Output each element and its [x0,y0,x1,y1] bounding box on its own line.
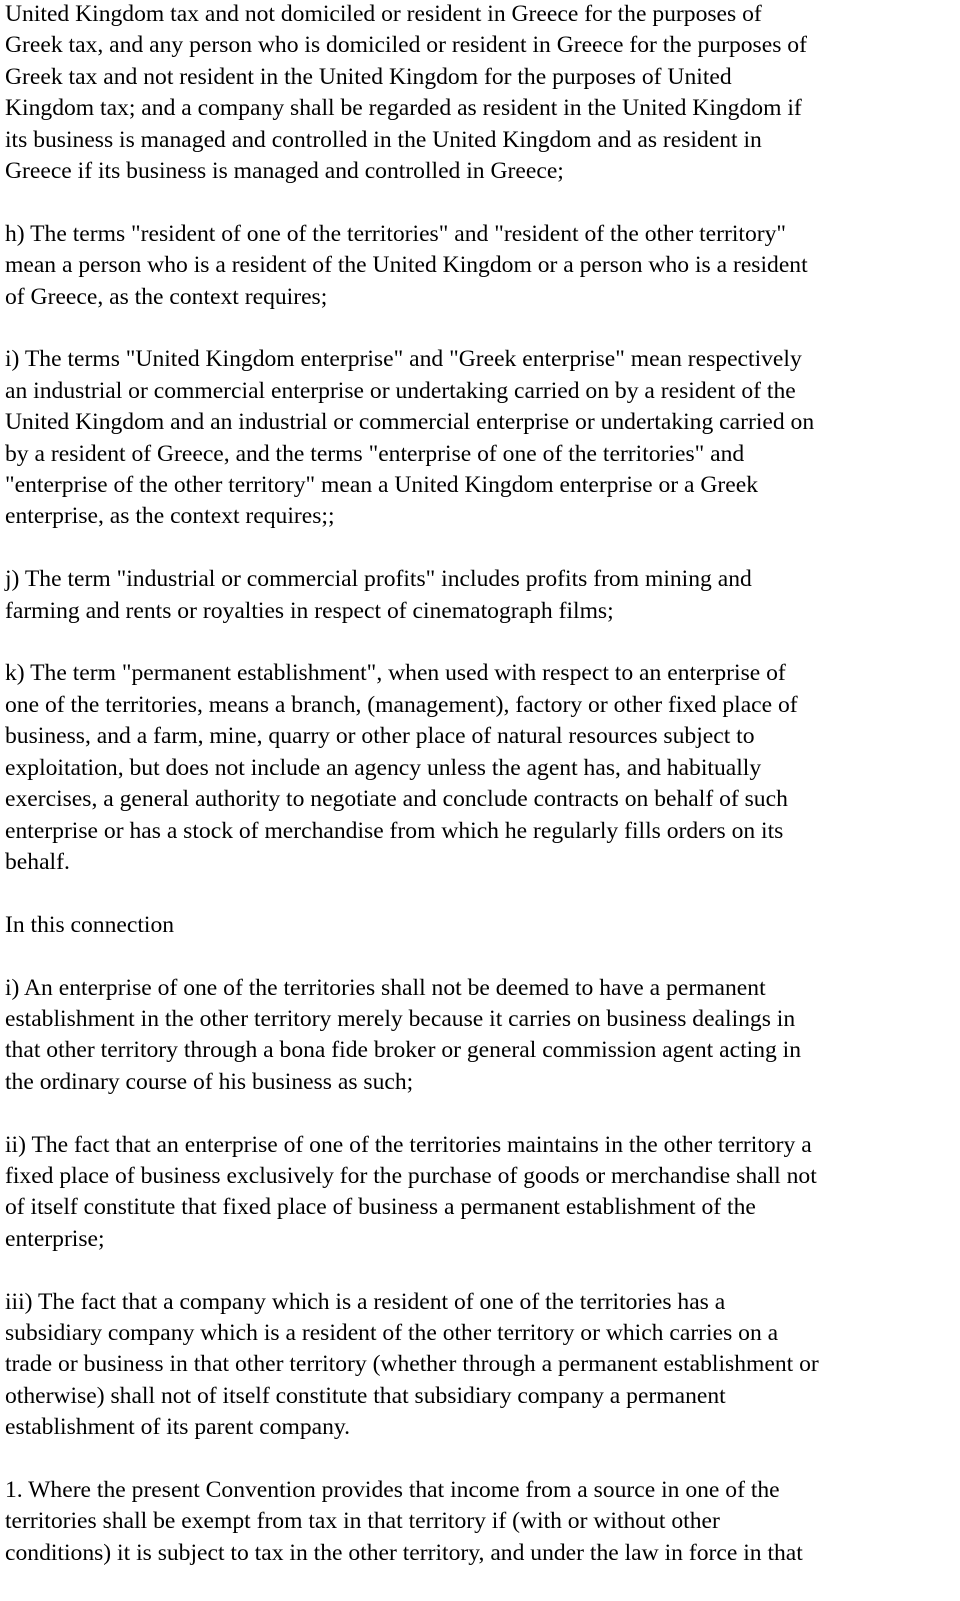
text-line: enterprise or has a stock of merchandise from which he regularly fills orders on its [5,817,784,844]
text-line: iii) The fact that a company which is a resident of one of the territories has a [5,1288,726,1315]
text-line: farming and rents or royalties in respect of cinematograph films; [5,597,614,624]
text-line: of itself constitute that fixed place of business a permanent establishment of the [5,1194,756,1221]
paragraph-connection [5,910,953,941]
text-line: k) The term "permanent establishment", when used with respect to an enterprise of [5,660,786,687]
text-line: United Kingdom tax and not domiciled or resident in Greece for the purposes of [5,1,762,27]
text-line: subsidiary company which is a resident of the other territory or which carries on a [5,1319,779,1346]
text-line: of Greece, as the context requires; [5,283,328,310]
paragraph-1 [5,1475,953,1569]
paragraph-roman-iii [5,1287,953,1444]
text-line: enterprise, as the context requires;; [5,503,335,530]
text-line: business, and a farm, mine, quarry or other place of natural resources subject to [5,723,755,750]
text-line: 1. Where the present Convention provides that income from a source in one of the [5,1476,780,1503]
text-line: one of the territories, means a branch, (management), factory or other fixed place of [5,691,798,718]
text-line: United Kingdom and an industrial or commercial enterprise or undertaking carried on [5,409,815,436]
paragraph-j [5,564,953,627]
text-line: fixed place of business exclusively for the purchase of goods or merchandise shall not [5,1162,817,1189]
text-line: conditions) it is subject to tax in the other territory, and under the law in force in that [5,1539,803,1566]
text-line: exercises, a general authority to negotiate and conclude contracts on behalf of such [5,786,788,813]
text-line: otherwise) shall not of itself constitute that subsidiary company a permanent [5,1382,726,1409]
text-line: i) The terms "United Kingdom enterprise" and "Greek enterprise" mean respectively [5,346,802,373]
text-line: trade or business in that other territory (whether through a permanent establishment or [5,1351,819,1378]
text-line: the ordinary course of his business as such; [5,1068,414,1095]
document-page [5,0,953,1601]
text-line: Greek tax, and any person who is domiciled or resident in Greece for the purposes of [5,32,807,59]
text-line: enterprise; [5,1225,105,1252]
text-line: establishment in the other territory merely because it carries on business dealings in [5,1005,796,1032]
text-line: ii) The fact that an enterprise of one of the territories maintains in the other territory a [5,1131,812,1158]
text-line: "enterprise of the other territory" mean a United Kingdom enterprise or a Greek [5,472,759,499]
text-line: an industrial or commercial enterprise or undertaking carried on by a resident of the [5,377,796,404]
text-line: territories shall be exempt from tax in that territory if (with or without other [5,1508,720,1535]
text-line: behalf. [5,848,70,875]
text-line: In this connection [5,911,175,938]
paragraph-i [5,344,953,532]
paragraph-h [5,219,953,313]
text-line: mean a person who is a resident of the United Kingdom or a person who is a resident [5,252,808,279]
text-line: its business is managed and controlled in the United Kingdom and as resident in [5,126,762,153]
paragraph-k [5,658,953,878]
text-line: Greece if its business is managed and controlled in Greece; [5,158,564,185]
text-line: Kingdom tax; and a company shall be regarded as resident in the United Kingdom if [5,95,802,122]
text-line: h) The terms "resident of one of the territories" and "resident of the other territory" [5,220,787,247]
text-line: establishment of its parent company. [5,1414,351,1441]
text-line: that other territory through a bona fide broker or general commission agent acting in [5,1037,802,1064]
text-line: Greek tax and not resident in the United Kingdom for the purposes of United [5,63,732,90]
text-line: by a resident of Greece, and the terms "enterprise of one of the territories" and [5,440,745,467]
paragraph-roman-i [5,973,953,1099]
text-line: j) The term "industrial or commercial profits" includes profits from mining and [5,566,752,593]
paragraph-roman-ii [5,1130,953,1256]
text-line: exploitation, but does not include an agency unless the agent has, and habitually [5,754,762,781]
paragraph-intro-continued [5,0,953,187]
text-line: i) An enterprise of one of the territories shall not be deemed to have a permanent [5,974,766,1001]
